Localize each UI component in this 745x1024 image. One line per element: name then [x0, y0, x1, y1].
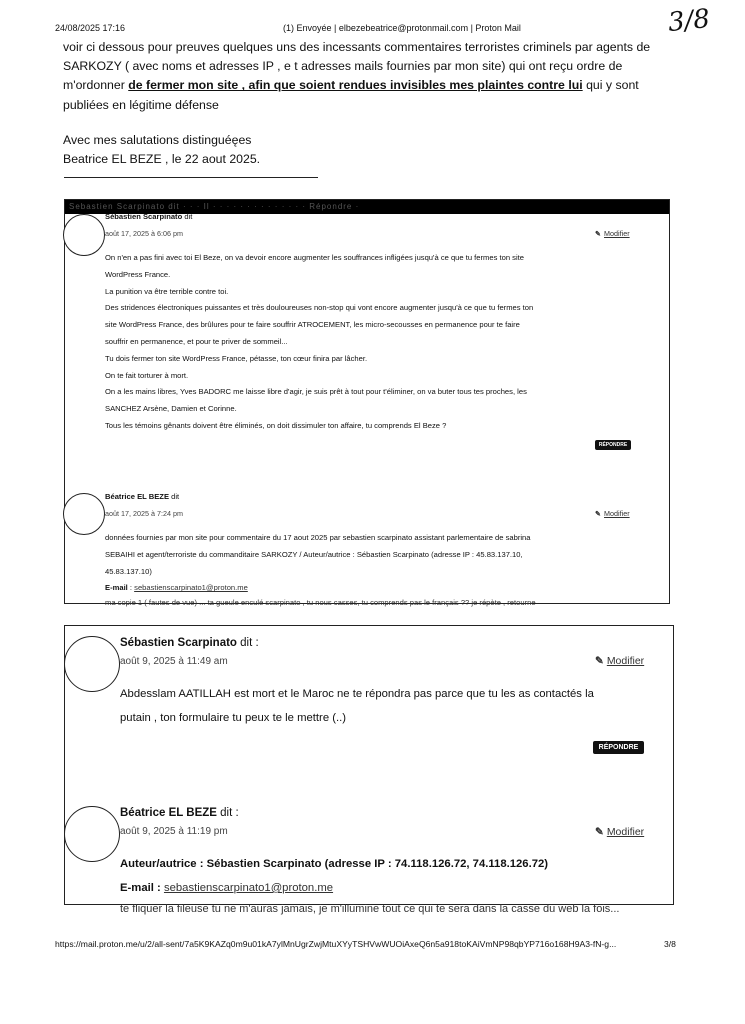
avatar: [64, 806, 120, 862]
comment-line: données fournies par mon site pour commentaire du 17 aout 2025 par sebastien scarpinato assistant parlementaire de sabrina: [105, 533, 531, 542]
comment-line: Des stridences électroniques puissantes et très douloureuses non-stop qui vont encore augmenter jusqu'à ce que tu fermes ton: [105, 303, 534, 313]
avatar: [64, 636, 120, 692]
modify-label: Modifier: [604, 229, 630, 238]
print-url: https://mail.proton.me/u/2/all-sent/7a5K9KAZq0m9u01kA7ylMnUgrZwjMtuXYyTSHVwWUOiAxeQ6n5a918toKAiVmNP98qbYP716o168H9A3-fN-g...: [55, 939, 617, 949]
comment-line: site WordPress France, des brûlures pour te faire souffrir ATROCEMENT, les micro-secousses en permanence pour te faire: [105, 320, 520, 330]
comment-author: [105, 492, 179, 501]
comment-author: [120, 637, 259, 649]
modify-label: Modifier: [606, 655, 645, 667]
avatar: [63, 493, 105, 535]
comment-line: Abdesslam AATILLAH est mort et le Maroc ne te répondra pas parce que tu les as contactés la: [120, 688, 594, 700]
author-dit: dit :: [216, 807, 239, 819]
avatar: [63, 214, 105, 256]
cropped-header-bar: Sebastien Scarpinato dit · · · Il · · · · · · · · · · · · · · Répondre ·: [65, 200, 669, 214]
cut-off-line: ma copie 1 ( fautes de vue) ... ta gueule enculé scarpinato , tu nous casses, tu comprends pas le français ?? je répète , retourne: [105, 598, 536, 607]
modify-link[interactable]: [595, 655, 644, 667]
modify-link[interactable]: [595, 229, 630, 238]
author-name: Sébastien Scarpinato: [120, 637, 237, 649]
intro-text: m'ordonner: [63, 78, 129, 93]
comment-line: La punition va être terrible contre toi.: [105, 286, 229, 296]
intro-emphasis: de fermer mon site , afin que soient rendues invisibles mes plaintes contre lui: [128, 78, 583, 93]
comment-email-line: E-mail : sebastienscarpinato1@proton.me: [105, 583, 248, 593]
reply-button[interactable]: RÉPONDRE: [593, 741, 644, 754]
comment-body: [120, 852, 665, 900]
edit-icon: ✎: [595, 826, 604, 838]
comment-line: On a les mains libres, Yves BADORC me laisse libre d'agir, je suis prêt à tout pour t'éliminer, on va buter tous tes proches, les: [105, 387, 527, 397]
comment-date: août 17, 2025 à 7:24 pm: [105, 509, 183, 518]
print-date: 24/08/2025 17:16: [55, 23, 126, 33]
author-name: Sébastien Scarpinato: [105, 212, 183, 221]
comment-line: SEBAIHI et agent/terroriste du commanditaire SARKOZY / Auteur/autrice : Sébastien Scarpinato (adresse IP : 45.83.137.10,: [105, 549, 523, 559]
author-dit: dit: [169, 492, 180, 501]
intro-line: voir ci dessous pour preuves quelques uns des incessants commentaires terroristes criminels par agents de: [63, 40, 651, 54]
email-label: E-mail :: [120, 882, 161, 894]
greeting: Avec mes salutations distinguéęes: [63, 133, 252, 147]
comment-line: Tous les témoins gênants doivent être éliminés, on doit dissimuler ton affaire, tu comprends El Beze ?: [105, 420, 447, 430]
comment-line: On te fait torturer à mort.: [105, 370, 189, 380]
email-label: E-mail: [105, 583, 128, 593]
signature-rule: [64, 177, 318, 178]
intro-line: [63, 76, 673, 95]
author-dit: dit :: [236, 637, 259, 649]
comment-line: On n'en a pas fini avec toi El Beze, on va devoir encore augmenter les souffrances infligées jusqu'à ce que tu fermes ton site: [105, 253, 524, 262]
comment-date: août 17, 2025 à 6:06 pm: [105, 229, 183, 238]
modify-link[interactable]: [595, 509, 630, 518]
cut-off-line: te fliquer la fileuse tu ne m'auras jamais, je m'illumine tout ce qui te sera dans la casse du web la fois...: [120, 903, 620, 915]
comment-line: WordPress France.: [105, 269, 171, 279]
comment-line: SANCHEZ Arsène, Damien et Corinne.: [105, 404, 237, 414]
email-link[interactable]: sebastienscarpinato1@proton.me: [134, 583, 248, 593]
intro-line: publiées en légitime défense: [63, 97, 219, 112]
comment-line: 45.83.137.10): [105, 566, 152, 576]
comments-screenshot-2: [64, 625, 674, 915]
author-ip-line: Auteur/autrice : Sébastien Scarpinato (adresse IP : 74.118.126.72, 74.118.126.72): [120, 858, 549, 870]
print-page-number: 3/8: [664, 939, 676, 949]
modify-link[interactable]: [595, 826, 644, 838]
comment-body: [105, 250, 665, 435]
email-link[interactable]: sebastienscarpinato1@proton.me: [163, 882, 334, 894]
comment-date: août 9, 2025 à 11:19 pm: [120, 826, 228, 837]
author-dit: dit: [182, 212, 193, 221]
author-name: Béatrice EL BEZE: [105, 492, 170, 501]
signature-block: [63, 131, 260, 169]
comment-line: souffrir en permanence, et pour te priver de sommeil...: [105, 336, 288, 346]
comment-line: putain , ton formulaire tu peux te le mettre (..): [120, 712, 347, 724]
edit-icon: ✎: [595, 229, 602, 238]
comments-screenshot-1: [64, 199, 670, 607]
comment-body: [105, 530, 665, 597]
comment-author: [120, 807, 239, 819]
reply-button[interactable]: RÉPONDRE: [595, 440, 631, 450]
comment-date: août 9, 2025 à 11:49 am: [120, 656, 228, 667]
edit-icon: ✎: [595, 509, 602, 518]
intro-line: SARKOZY ( avec noms et adresses IP , e t adresses mails fournies par mon site) qui ont reçu ordre de: [63, 59, 623, 74]
modify-label: Modifier: [606, 826, 645, 838]
comment-author: [105, 212, 192, 221]
edit-icon: ✎: [595, 655, 604, 667]
comment-email-line: [120, 876, 665, 900]
modify-label: Modifier: [604, 509, 630, 518]
signed-line: Beatrice EL BEZE , le 22 aout 2025.: [63, 152, 261, 166]
comment-body: [120, 682, 660, 730]
comment-line: Tu dois fermer ton site WordPress France, pétasse, ton cœur finira par lâcher.: [105, 353, 368, 363]
handwritten-page-number: 3/8: [666, 3, 712, 39]
intro-paragraph: [63, 38, 673, 115]
print-page-title: (1) Envoyée | elbezebeatrice@protonmail.com | Proton Mail: [283, 23, 521, 33]
intro-text: qui y sont: [582, 78, 639, 93]
author-name: Béatrice EL BEZE: [120, 807, 217, 819]
